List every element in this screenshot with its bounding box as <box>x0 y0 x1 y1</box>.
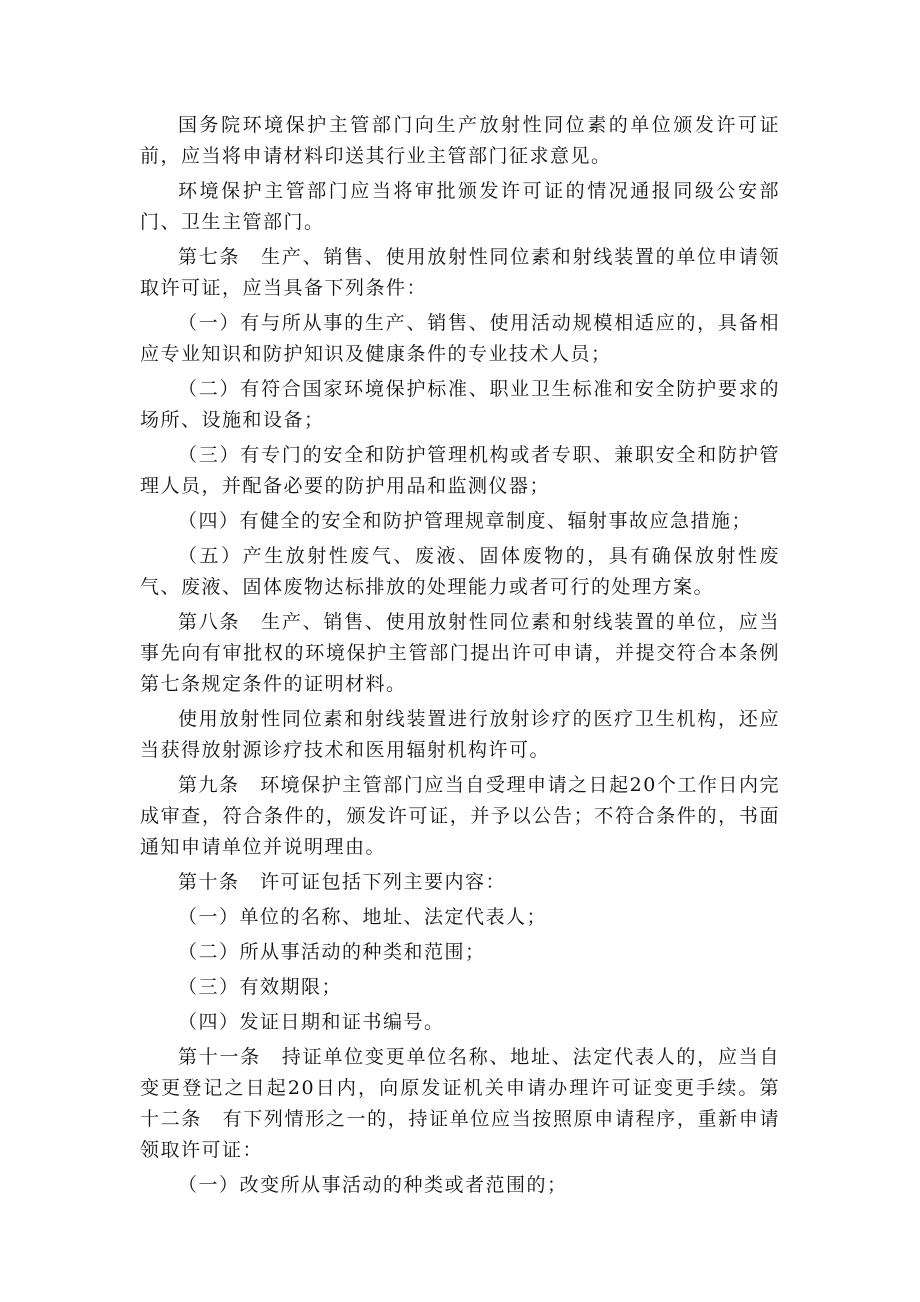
document-body <box>140 110 780 1205</box>
article-12-item-1: （一）改变所从事活动的种类或者范围的； <box>178 1174 568 1196</box>
paragraph-1: 国务院环境保护主管部门向生产放射性同位素的单位颁发许可证前，应当将申请材料印送其行业主管部门征求意见。 <box>140 114 780 167</box>
article-7-paragraph: 第七条 生产、销售、使用放射性同位素和射线装置的单位申请领取许可证，应当具备下列条件： <box>140 246 780 299</box>
article-8-paragraph-2: 使用放射性同位素和射线装置进行放射诊疗的医疗卫生机构，还应当获得放射源诊疗技术和医用辐射机构许可。 <box>140 708 780 761</box>
article-7-item-3: （三）有专门的安全和防护管理机构或者专职、兼职安全和防护管理人员，并配备必要的防护用品和监测仪器； <box>140 444 780 497</box>
article-10-item-4: （四）发证日期和证书编号。 <box>178 1011 445 1033</box>
article-10-item-3: （三）有效期限； <box>178 976 343 998</box>
article-11-12-paragraph: 第十一条 持证单位变更单位名称、地址、法定代表人的，应当自变更登记之日起20日内，向原发证机关申请办理许可证变更手续。第十二条 有下列情形之一的，持证单位应当按照原申请程序，重新申请领取许可证： <box>140 1046 780 1161</box>
article-9-paragraph: 第九条 环境保护主管部门应当自受理申请之日起20个工作日内完成审查，符合条件的，颁发许可证，并予以公告；不符合条件的，书面通知申请单位并说明理由。 <box>140 774 780 858</box>
article-10-item-1: （一）单位的名称、地址、法定代表人； <box>178 906 548 928</box>
paragraph-2: 环境保护主管部门应当将审批颁发许可证的情况通报同级公安部门、卫生主管部门。 <box>140 180 780 233</box>
article-7-item-4: （四）有健全的安全和防护管理规章制度、辐射事故应急措施； <box>178 510 753 532</box>
article-10-item-2: （二）所从事活动的种类和范围； <box>178 941 486 963</box>
article-7-item-2: （二）有符合国家环境保护标准、职业卫生标准和安全防护要求的场所、设施和设备； <box>140 378 780 431</box>
article-7-item-1: （一）有与所从事的生产、销售、使用活动规模相适应的，具备相应专业知识和防护知识及健康条件的专业技术人员； <box>140 312 780 365</box>
article-7-item-5: （五）产生放射性废气、废液、固体废物的，具有确保放射性废气、废液、固体废物达标排放的处理能力或者可行的处理方案。 <box>140 545 780 598</box>
article-10-paragraph: 第十条 许可证包括下列主要内容： <box>178 871 507 893</box>
article-8-paragraph: 第八条 生产、销售、使用放射性同位素和射线装置的单位，应当事先向有审批权的环境保护主管部门提出许可申请，并提交符合本条例第七条规定条件的证明材料。 <box>140 611 780 695</box>
